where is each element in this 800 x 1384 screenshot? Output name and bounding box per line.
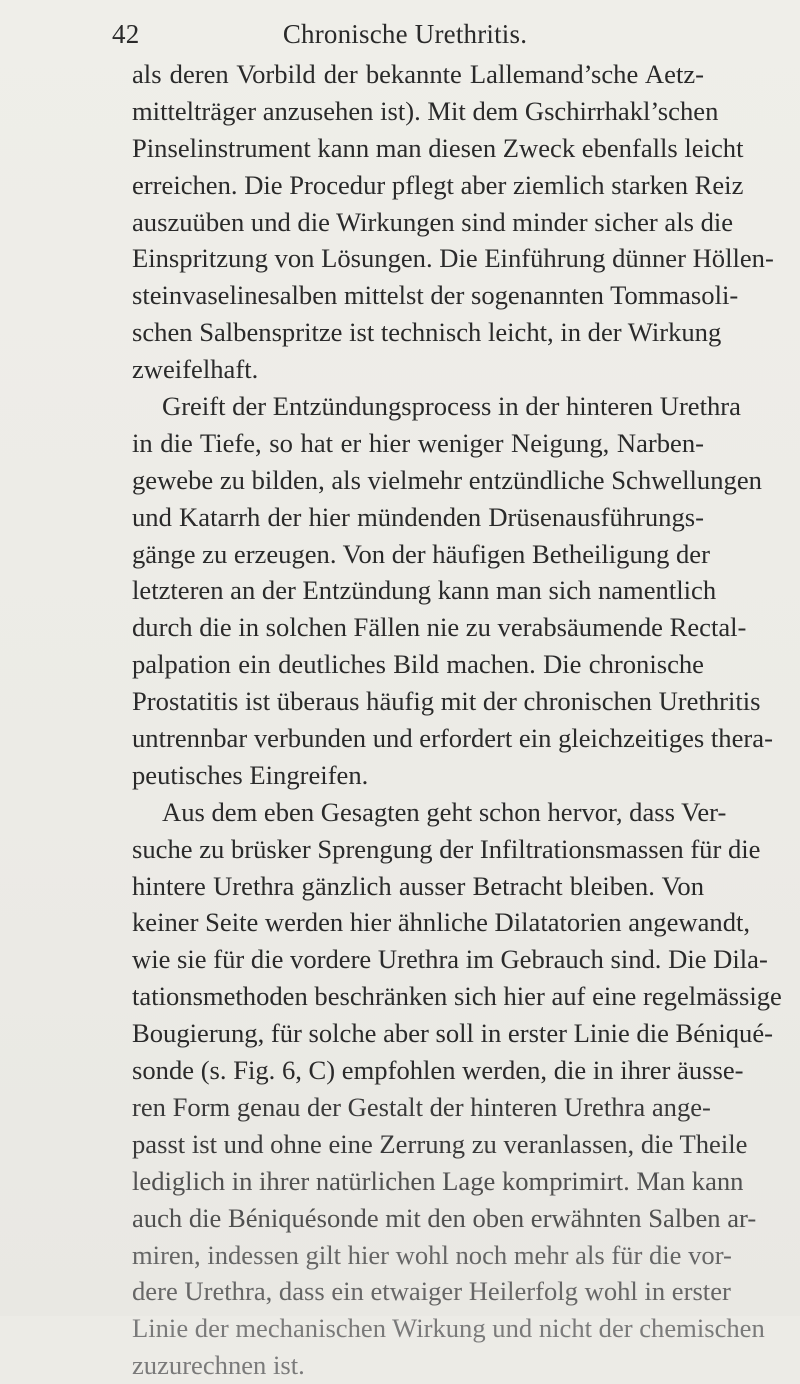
text-line: Prostatitis ist überaus häufig mit der chronischen Urethritis [132,686,761,717]
text-line: gänge zu erzeugen. Von der häufigen Betheiligung der [132,538,710,569]
text-line: untrennbar verbunden und erfordert ein gleichzeitiges thera- [132,723,773,754]
text-line: keiner Seite werden hier ähnliche Dilatatorien angewandt, [132,907,751,938]
text-line: sonde (s. Fig. 6, C) empfohlen werden, die in ihrer äusse- [132,1055,744,1086]
text-line: erreichen. Die Procedur pflegt aber ziemlich starken Reiz [132,169,744,200]
running-title: Chronische Urethritis. [282,19,528,49]
text-line: ren Form genau der Gestalt der hinteren Urethra ange- [132,1091,711,1122]
page-number: 42 [112,19,140,49]
text-line: auch die Béniquésonde mit den oben erwähnten Salben ar- [132,1202,757,1233]
text-line: dere Urethra, dass ein etwaiger Heilerfolg wohl in erster [132,1276,731,1307]
text-line: Greift der Entzündungsprocess in der hinteren Urethra [162,391,741,422]
text-line: steinvaselinesalben mittelst der sogenannten Tommasoli- [132,280,739,311]
body-text [132,56,782,1384]
text-line: zweifelhaft. [132,354,259,385]
text-line: suche zu brüsker Sprengung der Infiltrationsmassen für die [132,833,761,864]
text-line: Einspritzung von Lösungen. Die Einführung dünner Höllen- [132,243,774,274]
text-line: in die Tiefe, so hat er hier weniger Neigung, Narben- [132,427,704,458]
text-line: Linie der mechanischen Wirkung und nicht der chemischen [132,1313,765,1344]
text-line: als deren Vorbild der bekannte Lallemand’sche Aetz- [132,59,704,89]
text-line: gewebe zu bilden, als vielmehr entzündliche Schwellungen [132,464,762,495]
text-line: Pinselinstrument kann man diesen Zweck ebenfalls leicht [132,132,744,163]
text-line: peutisches Eingreifen. [132,759,369,790]
running-head [112,14,698,54]
text-line: tationsmethoden beschränken sich hier auf eine regelmässige [132,981,782,1012]
text-line: palpation ein deutliches Bild machen. Die chronische [132,649,704,680]
text-line: schen Salbenspritze ist technisch leicht, in der Wirkung [132,317,722,348]
text-line: lediglich in ihrer natürlichen Lage komprimirt. Man kann [132,1165,744,1196]
text-line: zuzurechnen ist. [132,1350,305,1381]
text-line: hintere Urethra gänzlich ausser Betracht bleiben. Von [132,870,704,901]
text-line: Aus dem eben Gesagten geht schon hervor, dass Ver- [162,796,727,827]
text-line: letzteren an der Entzündung kann man sich namentlich [132,575,717,606]
text-line: wie sie für die vordere Urethra im Gebrauch sind. Die Dila- [132,944,768,975]
text-line: und Katarrh der hier mündenden Drüsenausführungs- [132,501,704,532]
text-line: mittelträger anzusehen ist). Mit dem Gschirrhakl’schen [132,95,719,126]
text-line: auszuüben und die Wirkungen sind minder sicher als die [132,206,734,237]
text-line: passt ist und ohne eine Zerrung zu veranlassen, die Theile [132,1128,748,1159]
text-line: miren, indessen gilt hier wohl noch mehr als für die vor- [132,1239,732,1270]
text-line: durch die in solchen Fällen nie zu verabsäumende Rectal- [132,612,747,643]
text-line: Bougierung, für solche aber soll in erster Linie die Béniqué- [132,1018,774,1049]
